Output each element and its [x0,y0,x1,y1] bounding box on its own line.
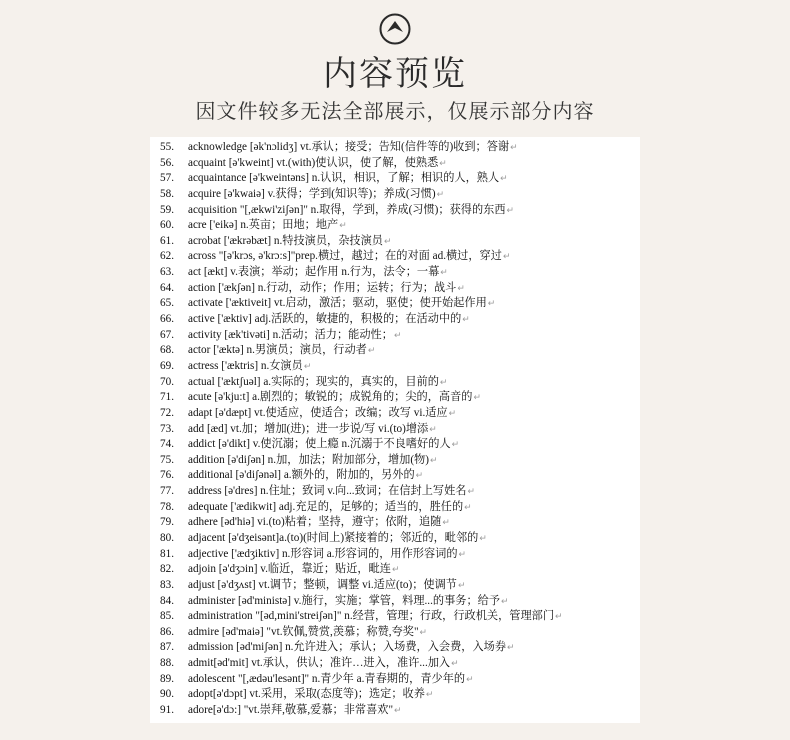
document-line [150,468,640,484]
paragraph-mark-icon: ↵ [394,705,402,716]
line-number: 82. [160,563,174,576]
line-text: admission [əd'miʃən] n.允许进入；承认；入场费，入会费，入场券↵ [188,641,515,654]
line-number: 58. [160,187,174,200]
paragraph-mark-icon: ↵ [419,626,428,637]
paragraph-mark-icon: ↵ [501,595,509,606]
paragraph-mark-icon: ↵ [367,345,376,356]
line-text: acquisition "[,ækwi'ziʃən]" n.取得，学到，养成(习惯)；获得的东西↵ [188,203,515,216]
document-line [150,609,640,625]
paragraph-mark-icon: ↵ [467,486,476,497]
line-text: administration "[əd,mini'streiʃən]" n.经营，管理；行政，行政机关，管理部门↵ [188,610,563,623]
paragraph-mark-icon: ↵ [303,360,312,371]
document-line [150,500,640,516]
line-number: 75. [160,453,174,466]
document-line [150,249,640,265]
document-line [150,406,640,422]
line-text: address [ə'dres] n.住址；致词 v.向...致词；在信封上写姓名↵ [188,485,476,498]
paragraph-mark-icon: ↵ [487,298,496,309]
paragraph-mark-icon: ↵ [457,282,465,293]
line-number: 59. [160,203,174,216]
document-line [150,625,640,641]
document-line [150,547,640,563]
document-line [150,687,640,703]
paragraph-mark-icon: ↵ [464,501,472,512]
paragraph-mark-icon: ↵ [457,579,466,590]
document-line [150,375,640,391]
line-number: 64. [160,281,174,294]
line-number: 69. [160,359,174,372]
line-text: activity [æk'tivəti] n.活动；活力；能动性；↵ [188,328,402,341]
line-text: action ['ækʃən] n.行动，动作；作用；运转；行为；战斗↵ [188,281,465,294]
line-text: actor ['æktə] n.男演员；演员，行动者↵ [188,344,376,357]
document-line [150,171,640,187]
paragraph-mark-icon: ↵ [393,329,402,340]
line-number: 73. [160,422,174,435]
paragraph-mark-icon: ↵ [473,392,482,403]
document-line [150,218,640,234]
line-number: 87. [160,641,174,654]
document-line [150,515,640,531]
line-text: acrobat ['ækrəbæt] n.特技演员，杂技演员↵ [188,234,392,247]
line-text: adolescent "[,ædəu'lesənt]" n.青少年 a.青春期的，青少年的↵ [188,672,474,685]
line-text: addict [ə'dikt] v.使沉溺；使上瘾 n.沉溺于不良嗜好的人↵ [188,438,460,451]
paragraph-mark-icon: ↵ [415,470,424,481]
paragraph-mark-icon: ↵ [555,611,563,622]
document-line [150,703,640,719]
paragraph-mark-icon: ↵ [462,314,470,325]
line-number: 84. [160,594,174,607]
line-text: adapt [ə'dæpt] vt.使适应，使适合；改编；改写 vi.适应↵ [188,406,457,419]
paragraph-mark-icon: ↵ [506,204,515,215]
line-number: 63. [160,266,174,279]
document-line [150,531,640,547]
paragraph-mark-icon: ↵ [510,142,518,152]
document-line [150,640,640,656]
line-text: actress ['æktris] n.女演员↵ [188,359,312,372]
line-text: addition [ə'diʃən] n.加，加法；附加部分，增加(物)↵ [188,453,438,466]
line-text: acre ['eikə] n.英亩；田地；地产↵ [188,219,347,232]
document-line [150,343,640,359]
paragraph-mark-icon: ↵ [479,533,487,543]
line-number: 78. [160,500,174,513]
line-text: adjust [ə'dʒʌst] vt.调节；整顿，调整 vi.适应(to)；使调节↵ [188,578,466,591]
line-number: 89. [160,672,174,685]
line-text: add [æd] vt.加；增加(进)；进一步说/写 vi.(to)增添↵ [188,422,437,435]
document-line [150,484,640,500]
document-line [150,296,640,312]
paragraph-mark-icon: ↵ [451,439,460,450]
line-number: 91. [160,704,174,717]
line-number: 74. [160,438,174,451]
line-text: active ['æktiv] adj.活跃的，敏捷的，积极的；在活动中的↵ [188,313,470,326]
document-preview [150,137,640,723]
document-line [150,359,640,375]
document-line [150,390,640,406]
line-number: 72. [160,406,174,419]
paragraph-mark-icon: ↵ [425,689,434,700]
line-text: acquaintance [ə'kweintəns] n.认识，相识，了解；相识的人，熟人↵ [188,172,508,185]
document-line [150,437,640,453]
document-line [150,578,640,594]
line-number: 56. [160,156,174,169]
paragraph-mark-icon: ↵ [442,517,450,528]
document-line [150,281,640,297]
paragraph-mark-icon: ↵ [391,564,400,575]
line-number: 88. [160,657,174,670]
document-line [150,656,640,672]
line-text: actual ['æktʃuəl] a.实际的；现实的，真实的，目前的↵ [188,375,448,388]
line-number: 80. [160,532,174,544]
line-text: acute [ə'kju:t] a.剧烈的；敏锐的；成锐角的；尖的，高音的↵ [188,391,482,404]
line-number: 66. [160,313,174,326]
preview-header [0,0,790,130]
line-text: across "[ə'krɔs, ə'krɔ:s]"prep.横过，越过；在的对面 ad.横过，穿过↵ [188,250,511,263]
paragraph-mark-icon: ↵ [339,220,347,231]
line-number: 79. [160,516,174,529]
line-number: 71. [160,391,174,404]
document-line [150,203,640,219]
line-number: 86. [160,625,174,638]
line-number: 76. [160,469,174,482]
line-text: adjoin [ə'dʒɔin] v.临近，靠近；贴近，毗连↵ [188,563,400,576]
line-number: 55. [160,141,174,153]
paragraph-mark-icon: ↵ [429,454,438,465]
document-line [150,234,640,250]
paragraph-mark-icon: ↵ [436,188,445,199]
line-text: acquaint [ə'kweint] vt.(with)使认识，使了解，使熟悉↵ [188,156,447,169]
paragraph-mark-icon: ↵ [383,235,392,246]
document-line [150,672,640,688]
line-number: 60. [160,219,174,232]
line-number: 77. [160,485,174,498]
line-number: 61. [160,234,174,247]
paragraph-mark-icon: ↵ [458,548,467,559]
paragraph-mark-icon: ↵ [500,173,508,184]
document-line [150,187,640,203]
line-number: 67. [160,328,174,341]
paragraph-mark-icon: ↵ [440,267,448,278]
line-text: acquire [ə'kwaiə] v.获得；学到(知识等)；养成(习惯)↵ [188,187,445,200]
line-text: admit[əd'mit] vt.承认，供认；准许…进入，准许...加入↵ [188,657,459,670]
line-text: acknowledge [ək'nɔlidʒ] vt.承认；接受；告知(信件等的)收到；答谢↵ [188,141,518,153]
line-number: 81. [160,547,174,560]
line-text: activate ['æktiveit] vt.启动，激活；驱动，驱使；使开始起作用↵ [188,297,496,310]
document-line [150,422,640,438]
line-number: 70. [160,375,174,388]
page-title: 内容预览 [323,54,467,94]
paragraph-mark-icon: ↵ [448,407,457,418]
line-number: 83. [160,578,174,591]
line-text: adjective ['ædʒiktiv] n.形容词 a.形容词的，用作形容词的↵ [188,547,467,560]
line-number: 57. [160,172,174,185]
document-line [150,453,640,469]
paragraph-mark-icon: ↵ [502,251,511,262]
line-number: 62. [160,250,174,263]
paragraph-mark-icon: ↵ [507,642,515,653]
document-line [150,594,640,610]
document-line [150,265,640,281]
line-text: adopt[ə'dɔpt] vt.采用，采取(态度等)；选定；收养↵ [188,688,434,701]
line-text: adequate ['ædikwit] adj.充足的，足够的；适当的，胜任的↵ [188,500,472,513]
paragraph-mark-icon: ↵ [451,658,459,669]
line-number: 90. [160,688,174,701]
document-line [150,562,640,578]
page-subtitle: 因文件较多无法全部展示，仅展示部分内容 [195,99,595,123]
line-text: adjacent [ə'dʒeisənt]a.(to)(时间上)紧接着的；邻近的，毗邻的↵ [188,532,487,544]
paragraph-mark-icon: ↵ [429,423,437,434]
line-number: 68. [160,344,174,357]
line-number: 85. [160,610,174,623]
paragraph-mark-icon: ↵ [439,376,448,387]
document-line [150,328,640,344]
paragraph-mark-icon: ↵ [439,157,447,168]
line-text: admire [əd'maiə] "vt.钦佩,赞赏,羡慕；称赞,夸奖"↵ [188,625,428,638]
line-text: administer [əd'ministə] v.施行，实施；掌管，料理...的事务；给予↵ [188,594,509,607]
line-text: adore[ə'dɔ:] "vt.崇拜,敬慕,爱慕；非常喜欢"↵ [188,704,402,717]
chevron-up-circle-icon[interactable] [379,13,411,45]
line-text: adhere [əd'hiə] vi.(to)粘着；坚持，遵守；依附，追随↵ [188,516,450,529]
line-number: 65. [160,297,174,310]
document-line [150,312,640,328]
line-text: additional [ə'diʃənəl] a.额外的，附加的，另外的↵ [188,469,424,482]
line-text: act [ækt] v.表演；举动；起作用 n.行为，法令；一幕↵ [188,266,448,279]
document-line [150,156,640,172]
document-line [150,140,640,156]
paragraph-mark-icon: ↵ [466,673,474,684]
